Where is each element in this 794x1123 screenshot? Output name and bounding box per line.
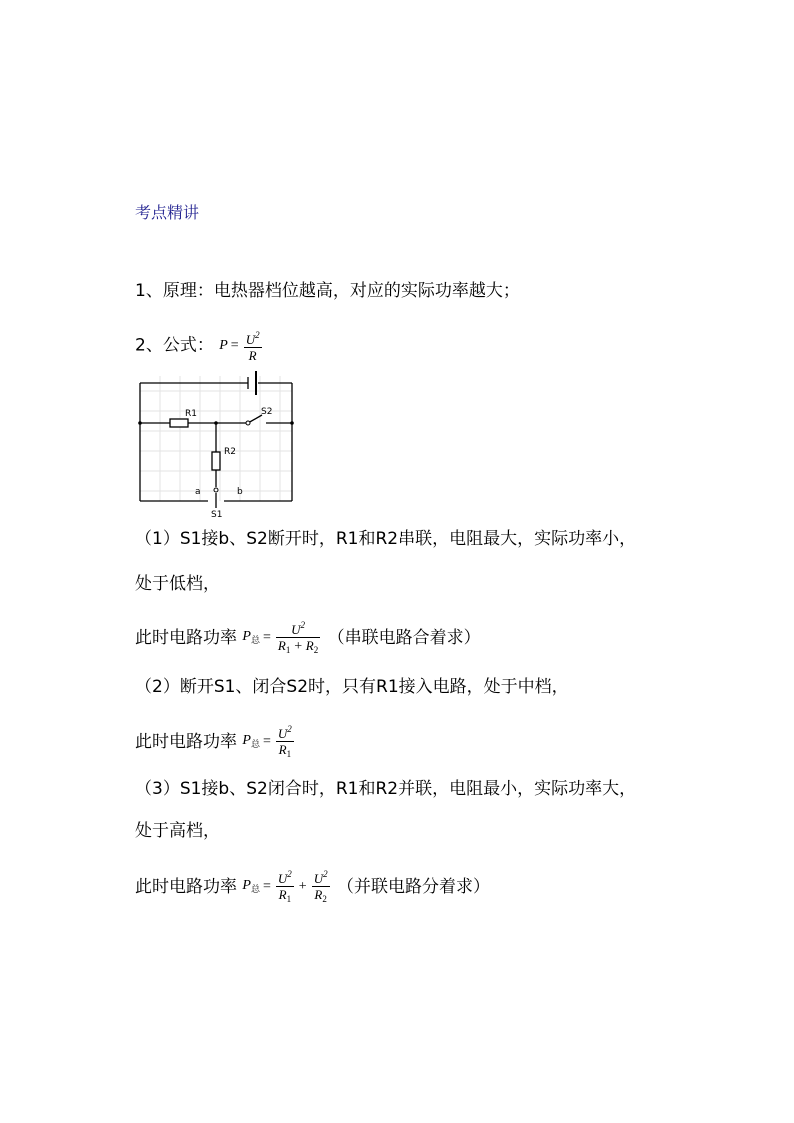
case3-formula: $P_总$ = $\frac{U^2}{R_1}$ + $\frac{U^2}{R_2}$ xyxy=(242,869,328,904)
case2-line1: （2）断开S1、闭合S2时，只有R1接入电路，处于中档， xyxy=(135,677,569,697)
formula-line xyxy=(135,328,264,363)
formula-label: 2、公式： xyxy=(135,335,214,356)
case1-line1: （1）S1接b、S2断开时，R1和R2串联，电阻最大，实际功率小， xyxy=(135,529,637,549)
case2-formula: $P_总$ = $\frac{U^2}{R_1}$ xyxy=(242,724,292,759)
s2-label: S2 xyxy=(261,407,273,417)
case3-line2: 处于高档， xyxy=(135,821,220,841)
case3-power-line: 此时电路功率 $P_总$ = $\frac{U^2}{R_1}$ + $\frac{U^2}{R_2}$ （并联电路分着求） xyxy=(135,867,490,907)
section-heading: 考点精讲 xyxy=(135,203,200,222)
case1-line2: 处于低档， xyxy=(135,574,220,594)
case1-power-line: 此时电路功率 $P_总$ = $\frac{U^2}{R_1 + R_2}$ （串联电路合着求） xyxy=(135,618,481,658)
b-label: b xyxy=(237,487,243,497)
power-formula: P = $\frac{U^2}{R}$ xyxy=(219,330,260,363)
r2-label: R2 xyxy=(224,447,236,457)
r1-label: R1 xyxy=(185,409,197,419)
principle-line: 1、原理：电热器档位越高，对应的实际功率越大； xyxy=(135,281,520,301)
a-label: a xyxy=(195,487,201,497)
s1-label: S1 xyxy=(211,510,223,518)
case2-power-line: 此时电路功率 $P_总$ = $\frac{U^2}{R_1}$ xyxy=(135,722,296,762)
case1-formula: $P_总$ = $\frac{U^2}{R_1 + R_2}$ xyxy=(242,620,319,655)
case3-line1: （3）S1接b、S2闭合时，R1和R2并联，电阻最小，实际功率大， xyxy=(135,779,637,799)
circuit-diagram xyxy=(130,366,302,518)
